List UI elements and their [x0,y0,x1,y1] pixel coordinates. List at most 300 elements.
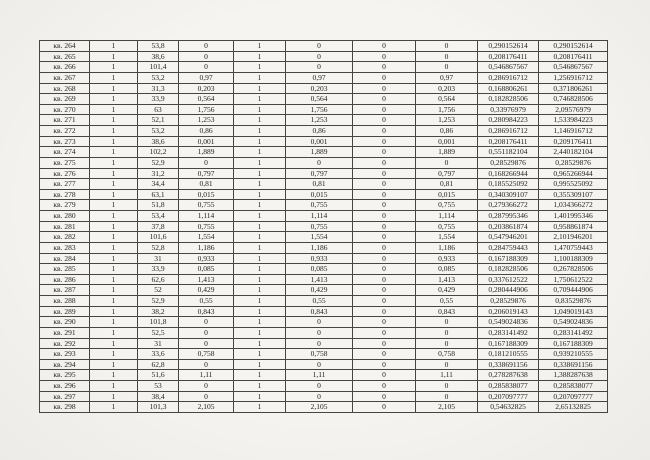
table-cell: 1,413 [416,274,478,285]
table-cell: 0,551182104 [478,147,539,158]
table-cell: 0,549024836 [539,317,608,328]
table-cell: 0,33976979 [478,104,539,115]
table-cell: 0,208176411 [478,51,539,62]
table-cell: 1,114 [179,211,234,222]
table-row [40,274,608,285]
apartments-table-body [40,41,608,413]
table-cell: 0,182828506 [478,264,539,275]
row-label-cell: кв. 266 [40,62,90,73]
table-cell: 0 [179,359,234,370]
table-row [40,94,608,105]
table-row [40,338,608,349]
table-cell: 1 [90,253,138,264]
table-cell: 1 [90,285,138,296]
table-cell: 101,3 [138,402,179,413]
table-cell: 0 [179,317,234,328]
table-cell: 0,168266944 [478,168,539,179]
row-label-cell: кв. 290 [40,317,90,328]
table-cell: 52,8 [138,242,179,253]
table-cell: 0,429 [416,285,478,296]
table-cell: 0 [286,317,353,328]
table-cell: 1 [234,94,286,105]
row-label-cell: кв. 287 [40,285,90,296]
table-cell: 1 [90,391,138,402]
table-cell: 1 [234,179,286,190]
table-row [40,317,608,328]
table-cell: 63 [138,104,179,115]
table-cell: 1 [234,200,286,211]
table-cell: 1,554 [179,232,234,243]
table-cell: 0,203 [286,83,353,94]
table-cell: 0,755 [179,200,234,211]
table-cell: 0 [416,391,478,402]
table-cell: 2,101946201 [539,232,608,243]
table-row [40,370,608,381]
table-cell: 0 [416,359,478,370]
table-cell: 0,843 [286,306,353,317]
table-cell: 0 [353,264,416,275]
row-label-cell: кв. 286 [40,274,90,285]
table-cell: 0,28529876 [478,296,539,307]
table-cell: 0 [353,115,416,126]
table-cell: 0,939210555 [539,349,608,360]
table-cell: 0 [353,381,416,392]
table-cell: 1,470759443 [539,242,608,253]
table-cell: 1 [90,232,138,243]
table-cell: 0 [353,274,416,285]
table-cell: 1 [234,359,286,370]
table-cell: 0,085 [286,264,353,275]
table-cell: 0,564 [416,94,478,105]
row-label-cell: кв. 264 [40,41,90,52]
row-label-cell: кв. 281 [40,221,90,232]
table-cell: 0,182828506 [478,94,539,105]
table-cell: 0,86 [286,126,353,137]
table-cell: 0 [416,62,478,73]
table-cell: 101,4 [138,62,179,73]
table-cell: 0 [286,51,353,62]
table-cell: 0,564 [286,94,353,105]
table-cell: 1 [234,147,286,158]
table-cell: 52,9 [138,157,179,168]
table-cell: 1 [90,94,138,105]
table-cell: 38,6 [138,51,179,62]
table-cell: 1 [90,72,138,83]
table-cell: 1 [90,370,138,381]
table-cell: 1,100188309 [539,253,608,264]
table-cell: 1 [234,253,286,264]
table-cell: 0 [353,136,416,147]
table-cell: 0 [353,94,416,105]
table-row [40,381,608,392]
table-cell: 1 [90,264,138,275]
table-cell: 0 [179,62,234,73]
table-cell: 0 [353,179,416,190]
table-cell: 0,371806261 [539,83,608,94]
table-cell: 0 [353,200,416,211]
table-cell: 1 [90,327,138,338]
table-cell: 1 [90,41,138,52]
table-row [40,221,608,232]
table-cell: 0,203 [179,83,234,94]
table-cell: 1,756 [416,104,478,115]
row-label-cell: кв. 280 [40,211,90,222]
row-label-cell: кв. 270 [40,104,90,115]
table-cell: 0,97 [416,72,478,83]
table-cell: 1 [234,72,286,83]
table-cell: 1 [90,306,138,317]
table-cell: 1 [234,306,286,317]
table-cell: 1 [90,381,138,392]
row-label-cell: кв. 283 [40,242,90,253]
table-cell: 1 [90,221,138,232]
row-label-cell: кв. 285 [40,264,90,275]
table-cell: 0,290152614 [539,41,608,52]
table-cell: 0,279366272 [478,200,539,211]
table-cell: 2,105 [416,402,478,413]
row-label-cell: кв. 273 [40,136,90,147]
table-cell: 33,6 [138,349,179,360]
table-cell: 0,338691156 [478,359,539,370]
table-row [40,51,608,62]
table-cell: 1,401995346 [539,211,608,222]
table-cell: 1 [90,147,138,158]
table-row [40,168,608,179]
table-cell: 1 [234,221,286,232]
table-cell: 1 [234,285,286,296]
table-cell: 1 [90,157,138,168]
table-row [40,359,608,370]
table-cell: 0 [353,83,416,94]
table-cell: 0 [353,338,416,349]
table-cell: 1 [234,157,286,168]
table-cell: 0,797 [286,168,353,179]
table-cell: 1,533984223 [539,115,608,126]
table-cell: 0,81 [416,179,478,190]
table-cell: 0,797 [179,168,234,179]
table-cell: 0 [179,327,234,338]
table-cell: 1,11 [179,370,234,381]
row-label-cell: кв. 277 [40,179,90,190]
table-cell: 51,8 [138,200,179,211]
table-cell: 0,746828506 [539,94,608,105]
table-row [40,391,608,402]
table-cell: 1,186 [416,242,478,253]
table-row [40,232,608,243]
table-cell: 1 [90,179,138,190]
table-cell: 0,085 [416,264,478,275]
table-cell: 0,755 [416,200,478,211]
table-cell: 1 [90,51,138,62]
row-label-cell: кв. 268 [40,83,90,94]
table-cell: 31 [138,338,179,349]
table-cell: 0,965266944 [539,168,608,179]
table-cell: 63,1 [138,189,179,200]
table-cell: 0,283141492 [478,327,539,338]
table-cell: 1,114 [286,211,353,222]
table-row [40,253,608,264]
table-cell: 1,889 [179,147,234,158]
table-cell: 1,756 [179,104,234,115]
table-cell: 0,167188309 [539,338,608,349]
table-cell: 0,546867567 [478,62,539,73]
table-cell: 0 [353,285,416,296]
table-cell: 1,554 [286,232,353,243]
table-cell: 0,429 [179,285,234,296]
apartments-table-container [39,40,608,413]
table-cell: 0 [353,211,416,222]
row-label-cell: кв. 294 [40,359,90,370]
table-cell: 0,55 [179,296,234,307]
table-cell: 1 [234,338,286,349]
table-cell: 1 [234,41,286,52]
table-cell: 0,338691156 [539,359,608,370]
table-cell: 62,6 [138,274,179,285]
table-cell: 1 [90,104,138,115]
table-cell: 0 [179,338,234,349]
row-label-cell: кв. 274 [40,147,90,158]
table-cell: 0,337612522 [478,274,539,285]
table-cell: 1 [234,115,286,126]
table-cell: 1 [90,349,138,360]
table-cell: 1 [234,242,286,253]
table-cell: 1,034366272 [539,200,608,211]
table-cell: 0,286916712 [478,72,539,83]
table-cell: 52 [138,285,179,296]
table-cell: 0 [286,359,353,370]
table-cell: 0,97 [286,72,353,83]
table-cell: 1 [90,296,138,307]
table-cell: 2,09576979 [539,104,608,115]
table-cell: 0,015 [416,189,478,200]
table-cell: 0,28529876 [478,157,539,168]
table-row [40,264,608,275]
table-cell: 0 [286,338,353,349]
table-cell: 0,995525092 [539,179,608,190]
table-cell: 1,256916712 [539,72,608,83]
table-cell: 0 [353,253,416,264]
table-cell: 53,8 [138,41,179,52]
table-row [40,115,608,126]
table-cell: 1 [90,317,138,328]
table-cell: 0,285838077 [478,381,539,392]
table-cell: 0,209176411 [539,136,608,147]
table-cell: 0,001 [179,136,234,147]
table-cell: 0,207097777 [539,391,608,402]
table-cell: 0,81 [286,179,353,190]
table-cell: 1 [234,317,286,328]
table-cell: 31,2 [138,168,179,179]
table-cell: 1,750612522 [539,274,608,285]
table-cell: 0,758 [286,349,353,360]
table-cell: 1,253 [416,115,478,126]
table-cell: 0 [353,168,416,179]
table-cell: 0,284759443 [478,242,539,253]
table-cell: 53,2 [138,72,179,83]
table-cell: 1 [90,62,138,73]
table-cell: 1 [234,104,286,115]
row-label-cell: кв. 278 [40,189,90,200]
table-cell: 0 [353,317,416,328]
table-cell: 0,28529876 [539,157,608,168]
table-cell: 0,355309107 [539,189,608,200]
table-cell: 1 [90,168,138,179]
table-cell: 1,889 [286,147,353,158]
table-cell: 0,287995346 [478,211,539,222]
table-cell: 1 [90,200,138,211]
table-row [40,296,608,307]
table-cell: 0,709444906 [539,285,608,296]
table-cell: 0 [353,189,416,200]
row-label-cell: кв. 288 [40,296,90,307]
table-cell: 0,280444906 [478,285,539,296]
table-cell: 1 [90,338,138,349]
table-row [40,327,608,338]
table-cell: 0,283141492 [539,327,608,338]
table-row [40,306,608,317]
table-cell: 0 [416,327,478,338]
table-cell: 1,413 [179,274,234,285]
table-cell: 0,185525092 [478,179,539,190]
table-cell: 51,6 [138,370,179,381]
table-row [40,285,608,296]
table-cell: 0 [353,41,416,52]
table-cell: 1,186 [179,242,234,253]
table-cell: 1,186 [286,242,353,253]
table-cell: 0,549024836 [478,317,539,328]
table-cell: 53,2 [138,126,179,137]
table-cell: 0,83529876 [539,296,608,307]
table-cell: 0,755 [416,221,478,232]
table-cell: 0,843 [416,306,478,317]
table-cell: 1,049019143 [539,306,608,317]
table-cell: 101,8 [138,317,179,328]
table-cell: 1 [234,51,286,62]
table-cell: 0 [353,402,416,413]
table-cell: 0 [353,157,416,168]
row-label-cell: кв. 298 [40,402,90,413]
table-cell: 1,253 [286,115,353,126]
table-cell: 0,280984223 [478,115,539,126]
table-cell: 52,5 [138,327,179,338]
table-cell: 0,797 [416,168,478,179]
row-label-cell: кв. 276 [40,168,90,179]
table-cell: 1,413 [286,274,353,285]
table-cell: 1,11 [286,370,353,381]
row-label-cell: кв. 289 [40,306,90,317]
table-cell: 0 [286,62,353,73]
table-row [40,402,608,413]
table-cell: 0,207097777 [478,391,539,402]
table-cell: 0,267828506 [539,264,608,275]
table-cell: 1,146916712 [539,126,608,137]
table-cell: 0 [353,391,416,402]
table-cell: 0 [353,232,416,243]
table-cell: 1 [234,381,286,392]
table-cell: 0,203 [416,83,478,94]
table-cell: 1 [234,211,286,222]
table-cell: 0,286916712 [478,126,539,137]
table-cell: 101,6 [138,232,179,243]
table-cell: 0,085 [179,264,234,275]
table-cell: 0 [416,338,478,349]
table-cell: 0,843 [179,306,234,317]
table-cell: 0,755 [286,221,353,232]
table-cell: 0,001 [416,136,478,147]
table-cell: 0,758 [416,349,478,360]
table-cell: 2,65132825 [539,402,608,413]
table-cell: 0 [353,126,416,137]
table-cell: 0,86 [179,126,234,137]
row-label-cell: кв. 271 [40,115,90,126]
table-cell: 33,9 [138,94,179,105]
table-cell: 0 [416,157,478,168]
table-cell: 1 [234,370,286,381]
row-label-cell: кв. 291 [40,327,90,338]
table-cell: 0,86 [416,126,478,137]
row-label-cell: кв. 267 [40,72,90,83]
table-cell: 1,114 [416,211,478,222]
table-cell: 0,933 [286,253,353,264]
row-label-cell: кв. 293 [40,349,90,360]
table-cell: 1 [234,189,286,200]
table-cell: 1 [234,83,286,94]
table-cell: 0 [286,381,353,392]
table-cell: 1 [234,296,286,307]
table-cell: 31,3 [138,83,179,94]
table-cell: 0,285838077 [539,381,608,392]
table-row [40,157,608,168]
table-cell: 0,208176411 [539,51,608,62]
table-cell: 52,1 [138,115,179,126]
row-label-cell: кв. 272 [40,126,90,137]
row-label-cell: кв. 265 [40,51,90,62]
row-label-cell: кв. 269 [40,94,90,105]
table-cell: 0,97 [179,72,234,83]
row-label-cell: кв. 297 [40,391,90,402]
table-cell: 0 [286,157,353,168]
table-cell: 0 [353,359,416,370]
table-cell: 1,756 [286,104,353,115]
table-row [40,242,608,253]
table-cell: 1 [234,349,286,360]
table-cell: 33,9 [138,264,179,275]
table-cell: 102,2 [138,147,179,158]
apartments-table [39,40,608,413]
table-cell: 53,4 [138,211,179,222]
table-cell: 37,8 [138,221,179,232]
table-cell: 0,015 [179,189,234,200]
table-cell: 0 [353,147,416,158]
table-row [40,349,608,360]
table-row [40,126,608,137]
table-cell: 0,81 [179,179,234,190]
row-label-cell: кв. 292 [40,338,90,349]
table-cell: 0,755 [179,221,234,232]
table-row [40,136,608,147]
table-cell: 1 [234,136,286,147]
table-cell: 0 [353,296,416,307]
row-label-cell: кв. 275 [40,157,90,168]
table-cell: 0 [286,327,353,338]
table-cell: 0,208176411 [478,136,539,147]
table-row [40,179,608,190]
table-cell: 0 [353,51,416,62]
table-cell: 0,167188309 [478,253,539,264]
table-cell: 0,206019143 [478,306,539,317]
table-cell: 1 [90,242,138,253]
table-row [40,83,608,94]
